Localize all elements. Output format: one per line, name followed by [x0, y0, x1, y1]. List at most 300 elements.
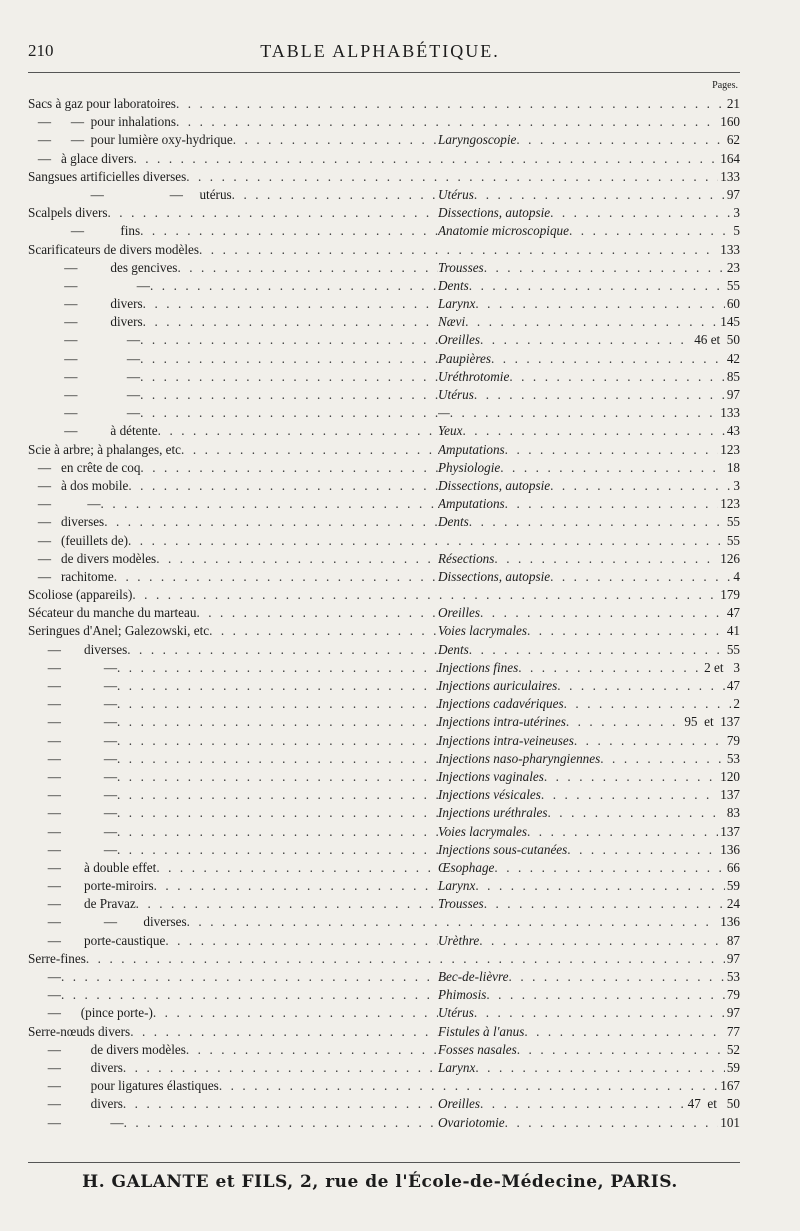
index-entry	[28, 932, 740, 950]
entry-page: 179	[720, 587, 740, 603]
entry-page: 97	[726, 387, 740, 402]
index-entry	[28, 986, 740, 1004]
entry-label: — à double effet	[28, 859, 157, 875]
leader-dots	[114, 568, 438, 586]
entry-left	[28, 1041, 438, 1059]
entry-left	[28, 786, 438, 804]
index-entry	[28, 823, 740, 841]
leader-dots	[140, 222, 438, 240]
entry-right	[438, 968, 740, 986]
entry-section: Injections uréthrales	[438, 805, 548, 821]
leader-dots	[557, 677, 725, 695]
entry-label: Seringues d'Anel; Galezowski, etc	[28, 623, 210, 639]
entry-label: — à détente	[28, 423, 158, 439]
leader-dots	[140, 368, 438, 386]
index-entry	[28, 441, 740, 459]
leader-dots	[132, 586, 718, 604]
index-entry	[28, 131, 740, 149]
entry-section: Dents	[438, 514, 469, 530]
entry-left	[28, 604, 438, 622]
leader-dots	[574, 732, 725, 750]
entry-left	[28, 1023, 438, 1041]
entry-section: Laryngoscopie	[438, 132, 517, 148]
entry-left	[28, 313, 438, 331]
entry-page: 24	[726, 896, 740, 912]
entry-label: — — pour lumière oxy-hydrique	[28, 132, 233, 148]
leader-dots	[158, 422, 438, 440]
entry-page: 53	[726, 969, 740, 984]
entry-label: Scie à arbre; à phalanges, etc	[28, 441, 182, 457]
entry-left	[28, 641, 438, 659]
entry-page: 2 et 3	[704, 659, 740, 675]
entry-right	[438, 295, 740, 313]
index-entry	[28, 113, 740, 131]
entry-section: Urèthre	[438, 932, 480, 948]
entry-left	[28, 677, 438, 695]
entry-right	[438, 695, 740, 713]
entry-page: 83	[726, 805, 740, 821]
entry-section: Dissections, autopsie	[438, 205, 551, 221]
index-entry	[28, 1041, 740, 1059]
entry-page: 18	[726, 459, 740, 475]
entry-section: Amputations	[438, 441, 505, 457]
entry-label: — —	[28, 387, 141, 402]
entry-left	[28, 168, 718, 186]
leader-dots	[550, 204, 731, 222]
entry-label: — — utérus	[28, 186, 232, 202]
entry-section: Ovariotomie	[438, 1114, 505, 1130]
entry-section: Anatomie microscopique	[438, 223, 569, 239]
entry-label: — divers	[28, 296, 143, 312]
index-entry	[28, 495, 740, 513]
entry-page: 5	[733, 223, 740, 239]
entry-left	[28, 513, 438, 531]
leader-dots	[527, 622, 725, 640]
leader-dots	[61, 968, 438, 986]
index-entry	[28, 368, 740, 386]
index-entry	[28, 186, 740, 204]
entry-page: 126	[720, 550, 740, 566]
entry-page: 55	[726, 641, 740, 657]
entry-page: 164	[720, 150, 740, 166]
entry-label: — rachitome	[28, 568, 114, 584]
entry-page: 3	[733, 477, 740, 493]
entry-page: 123	[720, 496, 740, 512]
entry-right	[438, 495, 740, 513]
index-entry	[28, 222, 740, 240]
entry-section: Phimosis	[438, 987, 487, 1003]
leader-dots	[107, 204, 438, 222]
entry-right	[438, 859, 740, 877]
leader-dots	[494, 859, 724, 877]
entry-page: 47 et 50	[687, 1096, 740, 1112]
entry-page: 123	[720, 441, 740, 457]
leader-dots	[469, 513, 725, 531]
leader-dots	[465, 313, 718, 331]
leader-dots	[486, 986, 724, 1004]
entry-label: — —	[28, 805, 118, 821]
entry-left	[28, 295, 438, 313]
entry-left	[28, 713, 438, 731]
entry-label: — —	[28, 659, 118, 675]
leader-dots	[450, 404, 718, 422]
entry-section: Oreilles	[438, 332, 480, 348]
leader-dots	[505, 1114, 719, 1132]
leader-dots	[480, 1095, 686, 1113]
entry-page: 52	[726, 1041, 740, 1057]
entry-section: Injections fines	[438, 659, 519, 675]
entry-left	[28, 259, 438, 277]
index-entry	[28, 1114, 740, 1132]
entry-right	[438, 350, 740, 368]
entry-right	[438, 313, 740, 331]
entry-left	[28, 550, 438, 568]
entry-page: 97	[726, 950, 740, 966]
entry-right	[438, 422, 740, 440]
entry-label: Sécateur du manche du marteau	[28, 605, 197, 621]
entry-label: — —	[28, 368, 141, 384]
entry-left	[28, 331, 438, 349]
entry-left	[28, 950, 725, 968]
leader-dots	[550, 477, 731, 495]
index-entry	[28, 695, 740, 713]
entry-label: — pour ligatures élastiques	[28, 1078, 219, 1094]
leader-dots	[480, 604, 725, 622]
entry-right	[438, 568, 740, 586]
entry-section: Fistules à l'anus	[438, 1023, 525, 1039]
leader-dots	[569, 222, 731, 240]
leader-dots	[505, 495, 719, 513]
entry-left	[28, 568, 438, 586]
entry-label: —	[28, 987, 61, 1003]
leader-dots	[128, 532, 725, 550]
leader-dots	[61, 986, 438, 1004]
entry-right	[438, 1114, 740, 1132]
index-entry	[28, 386, 740, 404]
leader-dots	[548, 804, 725, 822]
entry-label: — —	[28, 350, 141, 366]
leader-dots	[484, 895, 725, 913]
entry-right	[438, 622, 740, 640]
entry-left	[28, 422, 438, 440]
entry-left	[28, 386, 438, 404]
entry-section: Larynx	[438, 878, 476, 894]
index-entry	[28, 259, 740, 277]
entry-section: Dissections, autopsie	[438, 477, 551, 493]
entry-left	[28, 241, 718, 259]
entry-page: 4	[733, 568, 740, 584]
entry-right	[438, 732, 740, 750]
entry-left	[28, 1077, 718, 1095]
entry-left	[28, 932, 438, 950]
entry-page: 55	[726, 514, 740, 530]
index-entry	[28, 404, 740, 422]
leader-dots	[133, 150, 718, 168]
entry-page: 79	[726, 732, 740, 748]
entry-section: Résections	[438, 550, 495, 566]
entry-label: — —	[28, 714, 118, 730]
leader-dots	[509, 968, 725, 986]
leader-dots	[104, 513, 438, 531]
entry-page: 133	[720, 168, 740, 184]
entry-section: Oreilles	[438, 605, 480, 621]
entry-page: 2	[733, 696, 740, 712]
entry-label: — diverses	[28, 641, 128, 657]
entry-left	[28, 459, 438, 477]
index-entry	[28, 513, 740, 531]
entry-left	[28, 1004, 438, 1022]
index-entry	[28, 750, 740, 768]
index-entry	[28, 295, 740, 313]
entry-label: Serre-nœuds divers	[28, 1023, 131, 1039]
index-entry	[28, 641, 740, 659]
leader-dots	[484, 259, 725, 277]
entry-section: —	[438, 405, 450, 421]
entry-page: 97	[726, 1005, 740, 1021]
leader-dots	[128, 477, 438, 495]
entry-label: — —	[28, 787, 118, 803]
index-entry	[28, 241, 740, 259]
entry-label: — des gencives	[28, 259, 178, 275]
entry-label: — à dos mobile	[28, 477, 129, 493]
entry-section: Injections vésicales	[438, 787, 541, 803]
entry-label: — —	[28, 750, 118, 766]
leader-dots	[154, 877, 438, 895]
entry-label: — —	[28, 678, 118, 693]
leader-dots	[181, 441, 438, 459]
entry-left	[28, 750, 438, 768]
entry-left	[28, 841, 438, 859]
entry-left	[28, 859, 438, 877]
leader-dots	[494, 550, 718, 568]
entry-page: 97	[726, 186, 740, 202]
entry-page: 21	[726, 96, 740, 111]
leader-dots	[136, 895, 438, 913]
leader-dots	[567, 841, 718, 859]
index-entry	[28, 95, 740, 113]
leader-dots	[469, 641, 725, 659]
leader-dots	[140, 350, 438, 368]
entry-page: 43	[726, 423, 740, 439]
entry-label: — divers	[28, 1096, 123, 1112]
entry-page: 55	[726, 277, 740, 293]
entry-page: 120	[720, 768, 740, 784]
leader-dots	[479, 932, 725, 950]
entry-section: Dents	[438, 277, 469, 293]
index-entry	[28, 422, 740, 440]
entry-page: 167	[720, 1078, 740, 1094]
entry-left	[28, 659, 438, 677]
leader-dots	[165, 932, 438, 950]
index-entry	[28, 1059, 740, 1077]
leader-dots	[117, 823, 438, 841]
entry-left	[28, 804, 438, 822]
entry-label: Scarificateurs de divers modèles	[28, 241, 200, 257]
entry-left	[28, 441, 438, 459]
entry-left	[28, 131, 438, 149]
leader-dots	[491, 350, 725, 368]
entry-section: Trousses	[438, 259, 484, 275]
entry-page: 136	[720, 914, 740, 930]
index-entry	[28, 732, 740, 750]
leader-dots	[505, 441, 719, 459]
entry-section: Larynx	[438, 1059, 476, 1075]
entry-left	[28, 1095, 438, 1113]
entry-section: Larynx	[438, 296, 476, 312]
entry-right	[438, 895, 740, 913]
entry-left	[28, 404, 438, 422]
index-entry	[28, 677, 740, 695]
leader-dots	[117, 804, 438, 822]
index-entry	[28, 1004, 740, 1022]
entry-page: 85	[726, 368, 740, 384]
index-entry	[28, 168, 740, 186]
entry-right	[438, 331, 740, 349]
leader-dots	[156, 550, 438, 568]
entry-left	[28, 823, 438, 841]
entry-section: Injections sous-cutanées	[438, 841, 568, 857]
leader-dots	[219, 1077, 718, 1095]
entry-label: — diverses	[28, 514, 105, 530]
entry-left	[28, 532, 725, 550]
leader-dots	[544, 768, 718, 786]
entry-left	[28, 150, 718, 168]
entry-right	[438, 459, 740, 477]
entry-right	[438, 222, 740, 240]
entry-left	[28, 368, 438, 386]
leader-dots	[474, 386, 725, 404]
entry-right	[438, 477, 740, 495]
entry-section: Voies lacrymales	[438, 623, 527, 639]
entry-label: —	[28, 969, 61, 984]
entry-left	[28, 622, 438, 640]
entry-page: 87	[726, 932, 740, 948]
leader-dots	[475, 877, 724, 895]
entry-label: — porte-miroirs	[28, 878, 154, 894]
entry-label: Sangsues artificielles diverses	[28, 168, 187, 184]
leader-dots	[140, 404, 438, 422]
entry-right	[438, 550, 740, 568]
entry-label: — à glace divers	[28, 150, 134, 166]
entry-right	[438, 641, 740, 659]
leader-dots	[117, 786, 438, 804]
entry-right	[438, 1004, 740, 1022]
entry-left	[28, 895, 438, 913]
entry-left	[28, 277, 438, 295]
leader-dots	[199, 241, 718, 259]
entry-right	[438, 877, 740, 895]
entry-page: 62	[726, 132, 740, 148]
entry-label: — de divers modèles	[28, 550, 157, 566]
index-entry	[28, 786, 740, 804]
index-entry	[28, 768, 740, 786]
entry-right	[438, 932, 740, 950]
entry-left	[28, 1059, 438, 1077]
index-entry	[28, 859, 740, 877]
entry-section: Injections intra-veineuses	[438, 732, 574, 748]
entry-page: 3	[733, 205, 740, 221]
leader-dots	[469, 277, 725, 295]
entry-right	[438, 823, 740, 841]
entry-page: 136	[720, 841, 740, 857]
index-entry	[28, 350, 740, 368]
entry-page: 101	[720, 1114, 740, 1130]
entry-section: Utérus	[438, 1005, 474, 1021]
entry-right	[438, 441, 740, 459]
entry-page: 47	[726, 605, 740, 621]
entry-right	[438, 786, 740, 804]
entry-page: 133	[720, 241, 740, 257]
entry-left	[28, 986, 438, 1004]
leader-dots	[124, 1114, 438, 1132]
entry-label: Serre-fines	[28, 950, 86, 966]
entry-right	[438, 659, 740, 677]
leader-dots	[566, 713, 682, 731]
entry-label: Scalpels divers	[28, 205, 108, 221]
entry-right	[438, 204, 740, 222]
leader-dots	[186, 168, 718, 186]
leader-dots	[196, 604, 438, 622]
leader-dots	[86, 950, 725, 968]
leader-dots	[541, 786, 718, 804]
entry-page: 60	[726, 296, 740, 312]
entry-left	[28, 732, 438, 750]
leader-dots	[524, 1023, 724, 1041]
entry-label: — — pour inhalations	[28, 114, 176, 130]
entry-label: — —	[28, 1114, 124, 1130]
entry-section: Voies lacrymales	[438, 823, 527, 839]
leader-dots	[475, 1059, 724, 1077]
leader-dots	[474, 186, 725, 204]
leader-dots	[518, 659, 702, 677]
entry-section: Injections intra-utérines	[438, 714, 566, 730]
page-title: TABLE ALPHABÉTIQUE.	[260, 41, 500, 61]
index-entry	[28, 459, 740, 477]
entry-right	[438, 841, 740, 859]
index-entry	[28, 968, 740, 986]
leader-dots	[176, 113, 718, 131]
leader-dots	[187, 913, 719, 931]
pages-column-label: Pages.	[712, 80, 738, 91]
leader-dots	[117, 713, 438, 731]
index-entry	[28, 1023, 740, 1041]
index-entry	[28, 550, 740, 568]
entry-page: 79	[726, 987, 740, 1003]
page-number: 210	[28, 41, 54, 60]
entry-left	[28, 1114, 438, 1132]
leader-dots	[117, 732, 438, 750]
entry-right	[438, 131, 740, 149]
entry-page: 55	[726, 532, 740, 548]
entry-label: — —	[28, 823, 118, 839]
entry-page: 160	[720, 114, 740, 130]
entry-section: Amputations	[438, 496, 505, 512]
entry-section: Trousses	[438, 896, 484, 912]
footer-rule	[28, 1162, 740, 1163]
entry-label: — de divers modèles	[28, 1041, 186, 1057]
entry-right	[438, 186, 740, 204]
index-entry	[28, 659, 740, 677]
entry-left	[28, 95, 725, 113]
leader-dots	[475, 295, 724, 313]
leader-dots	[117, 768, 438, 786]
index-entry	[28, 1095, 740, 1113]
entry-right	[438, 259, 740, 277]
entry-section: Injections auriculaires	[438, 678, 558, 693]
leader-dots	[462, 422, 724, 440]
leader-dots	[123, 1059, 438, 1077]
entry-page: 23	[726, 259, 740, 275]
